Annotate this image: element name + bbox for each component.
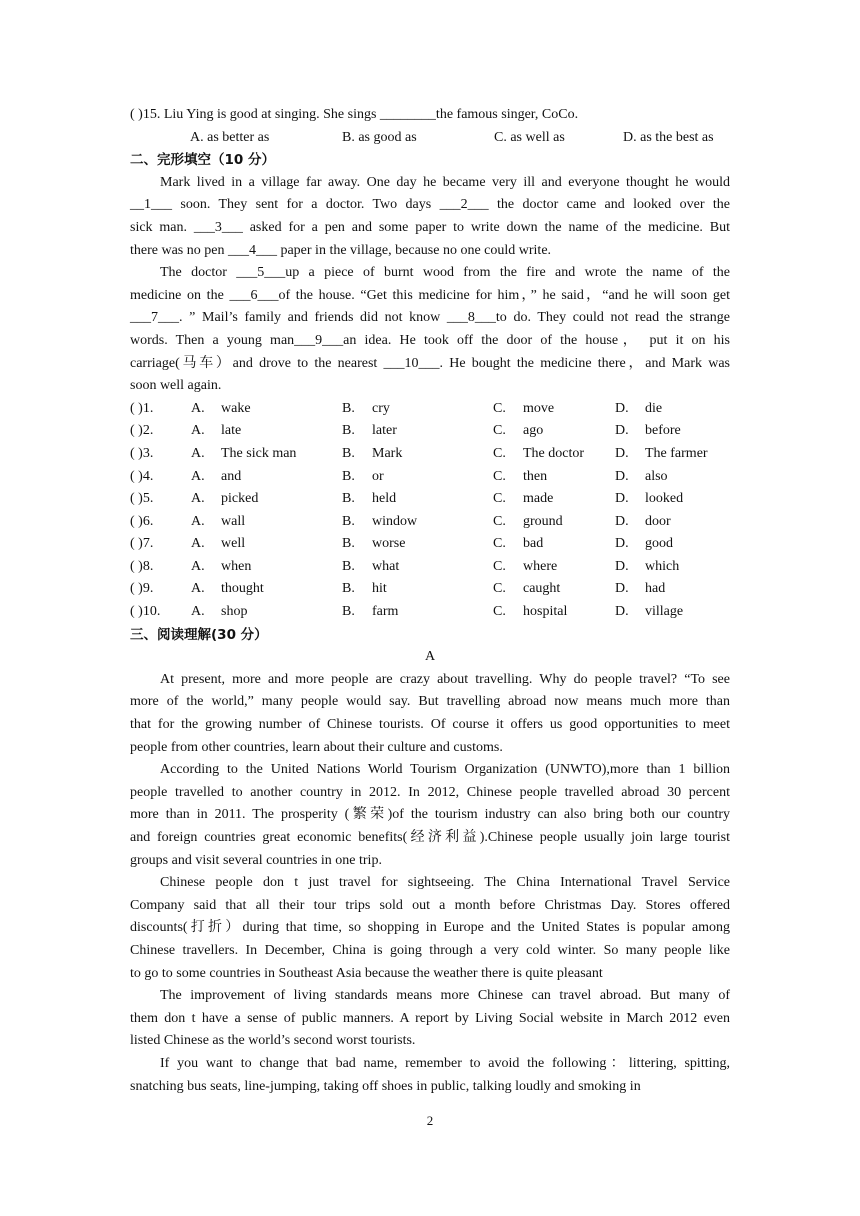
reading-line: groups and visit several countries in one trip. [130,852,382,868]
option-d-text: good [645,536,673,552]
option-d-letter: D. [615,468,629,484]
cloze-line: The doctor ___5___up a piece of burnt wood from the fire and wrote the name of the [160,265,730,281]
question-number: ( )9. [130,581,154,597]
option-b-letter: B. [342,558,355,574]
reading-line: people travelled to another country in 2012. In 2012, Chinese people travelled abroad 30 percent [130,784,730,800]
option-d-letter: D. [615,604,629,620]
option-b-text: held [372,491,397,507]
reading-line: people from other countries, learn about their culture and customs. [130,739,503,755]
option-b-letter: B. [342,445,355,461]
cloze-line: soon well again. [130,378,222,394]
cloze-question-row [130,398,730,421]
document-page [130,104,730,1098]
option-a-text: when [221,558,252,574]
option-d-text: The farmer [645,445,708,461]
option-c-letter: C. [493,468,506,484]
option-c-text: bad [523,536,544,552]
option-a-text: The sick man [221,445,297,461]
option-a-text: well [221,536,246,552]
cloze-question-row [130,578,730,601]
cloze-passage [130,172,730,398]
reading-line: snatching bus seats, line-jumping, taking off shoes in public, talking loudly and smoking in [130,1078,641,1094]
cloze-paragraph [130,262,730,398]
cloze-question-row [130,420,730,443]
question-number: ( )5. [130,491,154,507]
question-number: ( )2. [130,423,154,439]
reading-line: them don t have a sense of public manners. A report by Living Social website in March 2012 even [130,1010,730,1026]
option-a-letter: A. [191,400,205,416]
option-d-letter: D. [615,423,629,439]
question-number: ( )1. [130,400,154,416]
option-a-letter: A. [191,423,205,439]
option-a-letter: A. [191,491,205,507]
option-c-text: The doctor [523,445,585,461]
cloze-paragraph [130,172,730,262]
option-d-letter: D. [615,445,629,461]
reading-line: discounts(打折）during that time, so shopping in Europe and the United States is popular among [130,920,730,936]
reading-paragraph [130,985,730,1053]
option-c-letter: C. [493,445,506,461]
reading-line: more than in 2011. The prosperity (繁荣)of the tourism industry can also bring both our country [130,807,730,823]
option-c-letter: C. [493,491,506,507]
option-b-text: farm [372,604,399,620]
reading-line: The improvement of living standards means more Chinese can travel abroad. But many of [160,988,730,1004]
option-b-letter: B. [342,536,355,552]
option-a-text: picked [221,491,259,507]
option-d-letter: D. [615,536,629,552]
option-c-text: made [523,491,554,507]
cloze-question-row [130,601,730,624]
option-a-text: wall [221,513,246,529]
option-d-text: door [645,513,671,529]
option-b-letter: B. [342,423,355,439]
question-number: ( )3. [130,445,154,461]
passage-label: A [424,649,436,665]
option-d-letter: D. [615,491,629,507]
option-c-text: where [523,558,558,574]
cloze-line: words. Then a young man___9___an idea. He took off the door of the house， put it on his [130,332,730,348]
question-number: ( )8. [130,558,154,574]
option-b-text: hit [372,581,387,597]
option-c-text: ago [523,423,544,439]
option-a-letter: A. [191,558,205,574]
reading-paragraph [130,1053,730,1098]
option-b: B. as good as [342,129,417,145]
cloze-question-row [130,488,730,511]
option-a-letter: A. [191,445,205,461]
option-c-text: caught [523,581,561,597]
option-b-letter: B. [342,604,355,620]
option-b-text: window [372,513,418,529]
cloze-question-row [130,443,730,466]
option-d-letter: D. [615,513,629,529]
option-b-text: Mark [372,445,403,461]
option-b-letter: B. [342,400,355,416]
option-d-text: which [645,558,680,574]
option-d-text: looked [645,491,684,507]
cloze-line: ___7___. ” Mail’s family and friends did not know ___8___to do. They could not read the strange [130,310,730,326]
cloze-question-row [130,466,730,489]
option-d-letter: D. [615,581,629,597]
option-c-text: move [523,400,555,416]
option-a-letter: A. [191,581,205,597]
option-b-letter: B. [342,491,355,507]
option-d-text: die [645,400,663,416]
option-b-text: or [372,468,384,484]
option-b-letter: B. [342,581,355,597]
section-heading-cloze: 二、完形填空（10 分） [130,152,275,169]
cloze-line: Mark lived in a village far away. One day he became very ill and everyone thought he would [160,174,730,190]
reading-line: Chinese people don t just travel for sightseeing. The China International Travel Service [160,875,730,891]
option-a-text: late [221,423,242,439]
option-c-text: hospital [523,604,568,620]
option-a-text: shop [221,604,248,620]
cloze-question-row [130,511,730,534]
option-a-letter: A. [191,604,205,620]
option-d-text: village [645,604,684,620]
option-b-letter: B. [342,513,355,529]
option-a-text: wake [221,400,251,416]
question-15-stem: ( )15. Liu Ying is good at singing. She sings ________the famous singer, CoCo. [130,107,579,122]
reading-paragraph [130,872,730,985]
reading-line: to go to some countries in Southeast Asia because the weather there is quite pleasant [130,965,603,981]
reading-line: Chinese travellers. In December, China is going through a very cold winter. So many people like [130,942,730,958]
reading-paragraph [130,669,730,759]
option-b-text: later [372,423,397,439]
cloze-line: __1___ soon. They sent for a doctor. Two days ___2___ the doctor came and looked over the [130,197,730,213]
cloze-line: there was no pen ___4___ paper in the village, because no one could write. [130,242,552,258]
option-a-letter: A. [191,513,205,529]
cloze-question-row [130,556,730,579]
option-a-letter: A. [191,468,205,484]
cloze-line: sick man. ___3___ asked for a pen and some paper to write down the name of the medicine. But [130,219,730,235]
option-a-letter: A. [191,536,205,552]
reading-line: If you want to change that bad name, remember to avoid the following：littering, spitting, [160,1055,730,1071]
option-d-letter: D. [615,558,629,574]
cloze-line: carriage(马车）and drove to the nearest ___10___. He bought the medicine there，and Mark was [130,355,730,371]
question-number: ( )10. [130,604,161,620]
option-b-text: worse [372,536,406,552]
option-d-letter: D. [615,400,629,416]
page-number: 2 [426,1113,434,1128]
cloze-question-row [130,533,730,556]
cloze-line: medicine on the ___6___of the house. “Get this medicine for him，” he said，“and he will soon get [130,287,730,303]
option-c-letter: C. [493,604,506,620]
option-d-text: before [645,423,681,439]
cloze-options-table [130,398,730,624]
question-number: ( )6. [130,513,154,529]
option-a: A. as better as [190,129,270,145]
option-b-text: cry [372,400,390,416]
option-c-letter: C. [493,400,506,416]
reading-passage [130,669,730,1098]
option-c-letter: C. [493,513,506,529]
option-c-letter: C. [493,581,506,597]
option-a-text: and [221,468,242,484]
reading-line: Company said that all their tour trips sold out a month before Christmas Day. Stores offered [130,897,730,913]
option-c-letter: C. [493,536,506,552]
option-a-text: thought [221,581,264,597]
option-c: C. as well as [494,129,565,145]
option-c-letter: C. [493,423,506,439]
reading-line: According to the United Nations World Tourism Organization (UNWTO),more than 1 billion [160,762,730,778]
option-b-text: what [372,558,400,574]
section-heading-reading: 三、阅读理解(30 分） [130,626,268,643]
option-d: D. as the best as [623,129,714,145]
option-b-letter: B. [342,468,355,484]
reading-line: more of the world,” many people would say. But travelling abroad now means much more than [130,694,730,710]
question-15-options [130,127,730,150]
option-d-text: also [645,468,668,484]
reading-line: and foreign countries great economic benefits(经济利益).Chinese people usually join large tourist [130,830,730,845]
question-number: ( )7. [130,536,154,552]
reading-line: listed Chinese as the world’s second worst tourists. [130,1033,416,1049]
reading-line: that for the growing number of Chinese tourists. Of course it offers us good opportunities to meet [130,717,730,733]
reading-line: At present, more and more people are crazy about travelling. Why do people travel? “To see [160,671,730,687]
option-c-text: then [523,468,548,484]
question-number: ( )4. [130,468,154,484]
option-d-text: had [645,581,666,597]
option-c-letter: C. [493,558,506,574]
option-c-text: ground [523,513,563,529]
reading-paragraph [130,759,730,872]
